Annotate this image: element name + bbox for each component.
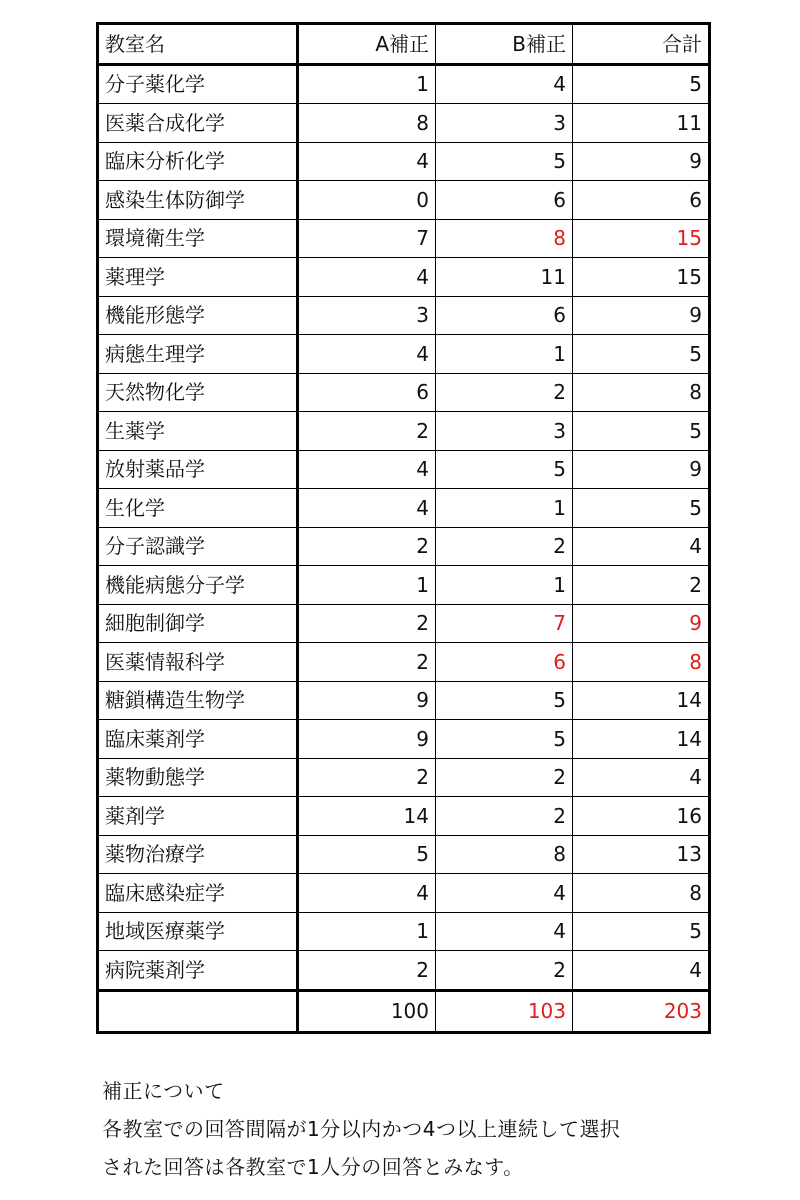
- lab-name-cell: 生薬学: [98, 412, 298, 451]
- total-cell: 8: [573, 874, 710, 913]
- lab-name-cell: 細胞制御学: [98, 604, 298, 643]
- table-row: [98, 566, 710, 605]
- totals-a: 100: [298, 990, 436, 1032]
- b-correction-cell: 5: [436, 681, 573, 720]
- table-row: [98, 951, 710, 991]
- total-cell: 9: [573, 604, 710, 643]
- b-correction-cell: 4: [436, 912, 573, 951]
- b-correction-cell: 2: [436, 527, 573, 566]
- b-correction-cell: 6: [436, 181, 573, 220]
- a-correction-cell: 1: [298, 912, 436, 951]
- table-row: [98, 64, 710, 104]
- lab-name-cell: 薬物治療学: [98, 835, 298, 874]
- table-row: [98, 450, 710, 489]
- table-row: [98, 335, 710, 374]
- a-correction-cell: 2: [298, 951, 436, 991]
- b-correction-cell: 1: [436, 566, 573, 605]
- b-correction-cell: 11: [436, 258, 573, 297]
- table-row: [98, 373, 710, 412]
- table-row: [98, 296, 710, 335]
- b-correction-cell: 8: [436, 219, 573, 258]
- header-lab-name: 教室名: [98, 24, 298, 65]
- a-correction-cell: 14: [298, 797, 436, 836]
- total-cell: 4: [573, 527, 710, 566]
- a-correction-cell: 0: [298, 181, 436, 220]
- total-cell: 9: [573, 450, 710, 489]
- total-cell: 4: [573, 758, 710, 797]
- table-row: [98, 835, 710, 874]
- b-correction-cell: 1: [436, 335, 573, 374]
- table-body: [98, 64, 710, 990]
- b-correction-cell: 2: [436, 758, 573, 797]
- lab-name-cell: 医薬合成化学: [98, 104, 298, 143]
- lab-name-cell: 放射薬品学: [98, 450, 298, 489]
- table-row: [98, 643, 710, 682]
- table-row: [98, 874, 710, 913]
- b-correction-cell: 7: [436, 604, 573, 643]
- lab-name-cell: 医薬情報科学: [98, 643, 298, 682]
- b-correction-cell: 3: [436, 104, 573, 143]
- b-correction-cell: 5: [436, 720, 573, 759]
- b-correction-cell: 5: [436, 142, 573, 181]
- totals-total: 203: [573, 990, 710, 1032]
- table-row: [98, 604, 710, 643]
- total-cell: 5: [573, 412, 710, 451]
- correction-note: [102, 1072, 620, 1186]
- total-cell: 9: [573, 142, 710, 181]
- a-correction-cell: 2: [298, 527, 436, 566]
- lab-response-table: [96, 22, 711, 1034]
- b-correction-cell: 5: [436, 450, 573, 489]
- b-correction-cell: 6: [436, 643, 573, 682]
- lab-name-cell: 糖鎖構造生物学: [98, 681, 298, 720]
- total-cell: 5: [573, 64, 710, 104]
- table-row: [98, 758, 710, 797]
- b-correction-cell: 4: [436, 874, 573, 913]
- table-row: [98, 797, 710, 836]
- a-correction-cell: 7: [298, 219, 436, 258]
- a-correction-cell: 2: [298, 758, 436, 797]
- note-line-2: された回答は各教室で1人分の回答とみなす。: [102, 1155, 524, 1179]
- total-cell: 14: [573, 720, 710, 759]
- totals-b: 103: [436, 990, 573, 1032]
- total-cell: 14: [573, 681, 710, 720]
- a-correction-cell: 2: [298, 604, 436, 643]
- totals-label: [98, 990, 298, 1032]
- b-correction-cell: 2: [436, 797, 573, 836]
- lab-name-cell: 感染生体防御学: [98, 181, 298, 220]
- lab-name-cell: 臨床感染症学: [98, 874, 298, 913]
- total-cell: 6: [573, 181, 710, 220]
- table-row: [98, 527, 710, 566]
- table-row: [98, 912, 710, 951]
- a-correction-cell: 6: [298, 373, 436, 412]
- a-correction-cell: 4: [298, 489, 436, 528]
- a-correction-cell: 1: [298, 64, 436, 104]
- lab-name-cell: 機能病態分子学: [98, 566, 298, 605]
- total-cell: 5: [573, 912, 710, 951]
- lab-name-cell: 薬剤学: [98, 797, 298, 836]
- lab-name-cell: 病院薬剤学: [98, 951, 298, 991]
- lab-name-cell: 分子薬化学: [98, 64, 298, 104]
- b-correction-cell: 8: [436, 835, 573, 874]
- a-correction-cell: 4: [298, 335, 436, 374]
- lab-name-cell: 地域医療薬学: [98, 912, 298, 951]
- lab-name-cell: 環境衛生学: [98, 219, 298, 258]
- note-line-1: 各教室での回答間隔が1分以内かつ4つ以上連続して選択: [102, 1117, 621, 1141]
- a-correction-cell: 4: [298, 450, 436, 489]
- a-correction-cell: 9: [298, 681, 436, 720]
- table-row: [98, 412, 710, 451]
- total-cell: 8: [573, 373, 710, 412]
- total-cell: 9: [573, 296, 710, 335]
- header-b-correction: B補正: [436, 24, 573, 65]
- table-row: [98, 489, 710, 528]
- header-total: 合計: [573, 24, 710, 65]
- lab-name-cell: 薬物動態学: [98, 758, 298, 797]
- b-correction-cell: 4: [436, 64, 573, 104]
- b-correction-cell: 3: [436, 412, 573, 451]
- lab-name-cell: 病態生理学: [98, 335, 298, 374]
- total-cell: 5: [573, 489, 710, 528]
- lab-name-cell: 分子認識学: [98, 527, 298, 566]
- total-cell: 13: [573, 835, 710, 874]
- a-correction-cell: 4: [298, 874, 436, 913]
- totals-row: [98, 990, 710, 1032]
- table-row: [98, 142, 710, 181]
- total-cell: 8: [573, 643, 710, 682]
- table-row: [98, 681, 710, 720]
- table-row: [98, 104, 710, 143]
- note-title: 補正について: [102, 1079, 225, 1103]
- b-correction-cell: 6: [436, 296, 573, 335]
- table-row: [98, 219, 710, 258]
- total-cell: 5: [573, 335, 710, 374]
- header-a-correction: A補正: [298, 24, 436, 65]
- a-correction-cell: 1: [298, 566, 436, 605]
- table-row: [98, 181, 710, 220]
- lab-name-cell: 薬理学: [98, 258, 298, 297]
- lab-name-cell: 臨床薬剤学: [98, 720, 298, 759]
- lab-name-cell: 生化学: [98, 489, 298, 528]
- lab-name-cell: 天然物化学: [98, 373, 298, 412]
- total-cell: 15: [573, 258, 710, 297]
- lab-name-cell: 臨床分析化学: [98, 142, 298, 181]
- a-correction-cell: 4: [298, 142, 436, 181]
- lab-name-cell: 機能形態学: [98, 296, 298, 335]
- total-cell: 2: [573, 566, 710, 605]
- b-correction-cell: 1: [436, 489, 573, 528]
- a-correction-cell: 2: [298, 643, 436, 682]
- table-row: [98, 720, 710, 759]
- table-header-row: [98, 24, 710, 65]
- a-correction-cell: 5: [298, 835, 436, 874]
- a-correction-cell: 4: [298, 258, 436, 297]
- total-cell: 11: [573, 104, 710, 143]
- total-cell: 15: [573, 219, 710, 258]
- total-cell: 4: [573, 951, 710, 991]
- total-cell: 16: [573, 797, 710, 836]
- table-row: [98, 258, 710, 297]
- a-correction-cell: 9: [298, 720, 436, 759]
- b-correction-cell: 2: [436, 951, 573, 991]
- b-correction-cell: 2: [436, 373, 573, 412]
- a-correction-cell: 8: [298, 104, 436, 143]
- a-correction-cell: 2: [298, 412, 436, 451]
- a-correction-cell: 3: [298, 296, 436, 335]
